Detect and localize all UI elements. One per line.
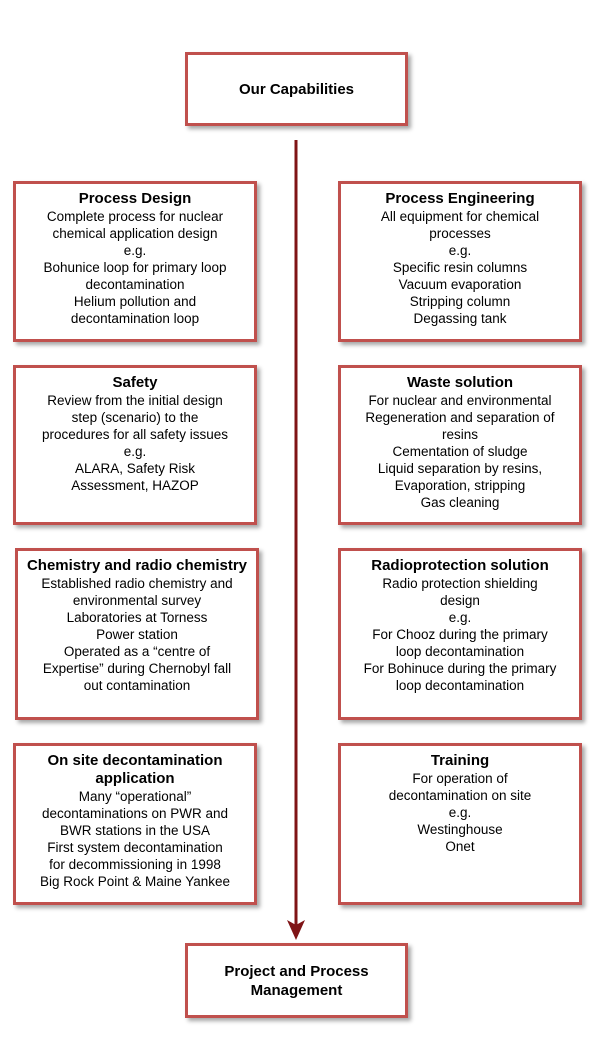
box-line: Assessment, HAZOP	[71, 478, 199, 493]
box-line: step (scenario) to the	[71, 410, 199, 425]
box-line: decontamination on site	[388, 788, 532, 803]
box-line: loop decontamination	[395, 644, 525, 659]
box-line: Power station	[96, 627, 178, 642]
box-title: Safety	[112, 374, 158, 391]
box-line: decontaminations on PWR and	[41, 806, 229, 821]
box-line: Evaporation, stripping	[394, 478, 526, 493]
box-line: Stripping column	[409, 294, 511, 309]
box-line: decontamination	[85, 277, 185, 292]
box-title: On site decontamination application	[47, 752, 223, 787]
chemistry-box	[15, 548, 259, 720]
process-engineering-box	[338, 181, 582, 342]
box-line: Degassing tank	[413, 311, 507, 326]
box-line: Westinghouse	[417, 822, 503, 837]
box-line: Many “operational”	[78, 789, 192, 804]
box-line: BWR stations in the USA	[59, 823, 211, 838]
box-title: Process Engineering	[385, 190, 535, 207]
box-line: Cementation of sludge	[392, 444, 528, 459]
safety-box	[13, 365, 257, 525]
box-line: Regeneration and separation of	[365, 410, 555, 425]
top-box-title: Our Capabilities	[238, 80, 355, 98]
box-line: Liquid separation by resins,	[377, 461, 543, 476]
box-line: for decommissioning in 1998	[49, 857, 221, 872]
box-line: Complete process for nuclear	[46, 209, 224, 224]
box-line: Vacuum evaporation	[398, 277, 522, 292]
bottom-box	[185, 943, 408, 1018]
box-line: ALARA, Safety Risk	[74, 461, 196, 476]
box-line: resins	[441, 427, 478, 442]
box-line: Established radio chemistry and	[41, 576, 233, 591]
box-title: Training	[430, 752, 490, 769]
box-line: Review from the initial design	[47, 393, 223, 408]
box-line: e.g.	[448, 243, 472, 258]
box-line: decontamination loop	[70, 311, 200, 326]
box-title: Waste solution	[406, 374, 514, 391]
box-line: First system decontamination	[47, 840, 223, 855]
box-line: Big Rock Point & Maine Yankee	[39, 874, 231, 889]
box-title: Process Design	[78, 190, 192, 207]
box-line: e.g.	[448, 610, 472, 625]
box-line: out contamination	[83, 678, 191, 693]
waste-solution-box	[338, 365, 582, 525]
bottom-box-title: Project and Process Management	[224, 962, 369, 999]
box-line: Specific resin columns	[392, 260, 528, 275]
box-line: For operation of	[412, 771, 508, 786]
box-line: chemical application design	[52, 226, 218, 241]
box-line: e.g.	[123, 243, 147, 258]
box-line: loop decontamination	[395, 678, 525, 693]
box-line: processes	[429, 226, 491, 241]
on-site-decontamination-box	[13, 743, 257, 905]
process-design-box	[13, 181, 257, 342]
box-line: Radio protection shielding	[382, 576, 538, 591]
box-line: All equipment for chemical	[380, 209, 540, 224]
box-line: e.g.	[448, 805, 472, 820]
box-line: e.g.	[123, 444, 147, 459]
box-line: For nuclear and environmental	[368, 393, 552, 408]
box-line: Laboratories at Torness	[66, 610, 208, 625]
box-line: Onet	[445, 839, 475, 854]
box-title: Radioprotection solution	[371, 557, 549, 574]
box-line: procedures for all safety issues	[41, 427, 229, 442]
box-line: design	[440, 593, 480, 608]
top-box	[185, 52, 408, 126]
training-box	[338, 743, 582, 905]
radioprotection-box	[338, 548, 582, 720]
box-line: For Bohinuce during the primary	[363, 661, 557, 676]
box-line: Operated as a “centre of	[63, 644, 211, 659]
box-line: Gas cleaning	[420, 495, 500, 510]
box-line: For Chooz during the primary	[372, 627, 548, 642]
box-line: Helium pollution and	[73, 294, 197, 309]
box-title: Chemistry and radio chemistry	[26, 557, 248, 574]
box-line: environmental survey	[72, 593, 202, 608]
box-line: Expertise” during Chernobyl fall	[42, 661, 232, 676]
box-line: Bohunice loop for primary loop	[43, 260, 227, 275]
